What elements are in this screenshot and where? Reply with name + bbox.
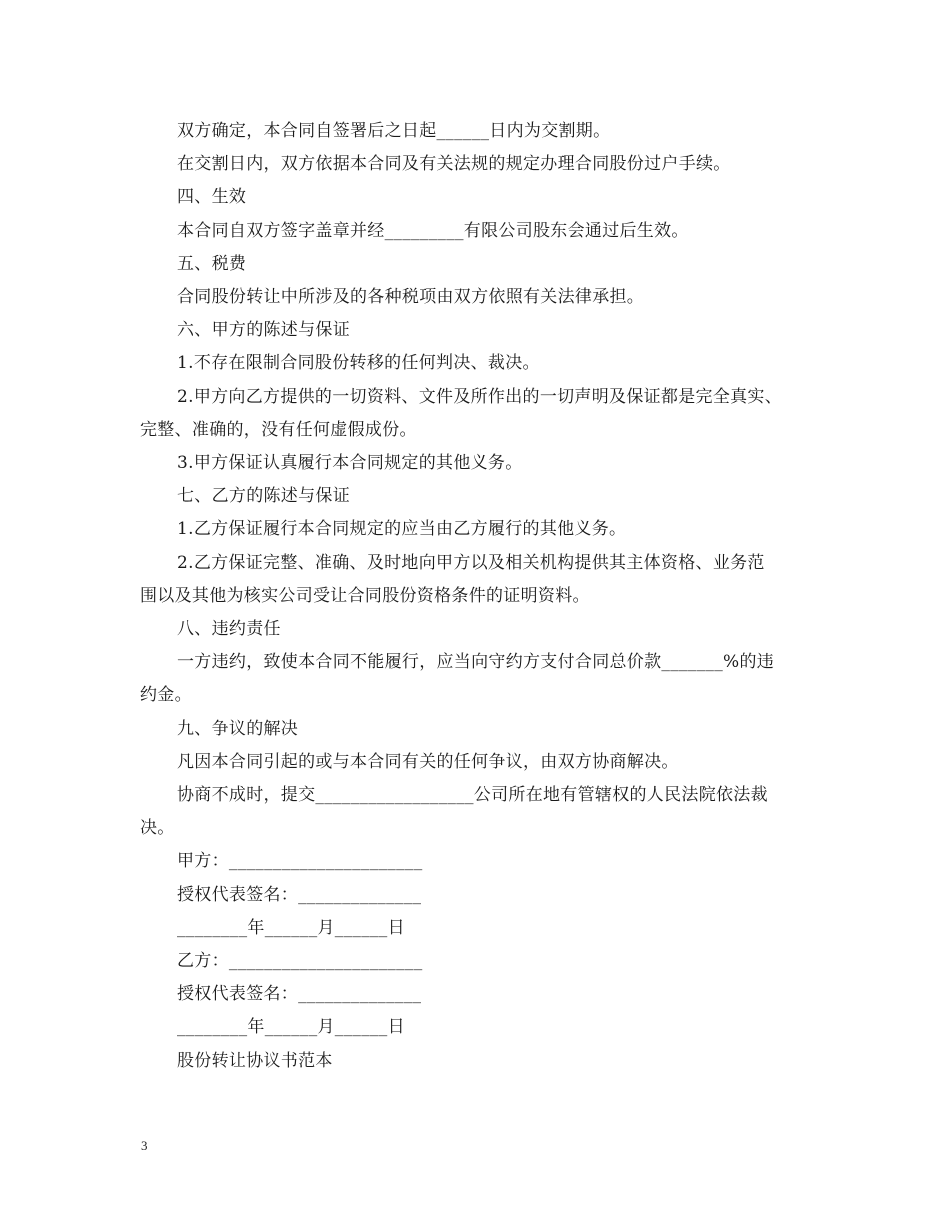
text-line: ________年______月______日 (177, 1017, 405, 1038)
text-line: 约金。 (140, 685, 192, 706)
text-line: 决。 (140, 818, 175, 839)
text-line: 协商不成时，提交__________________公司所在地有管辖权的人民法院依法裁 (177, 785, 768, 805)
text-line: 甲方：______________________ (177, 851, 423, 872)
text-line: 股份转让协议书范本 (177, 1050, 333, 1071)
text-line: 2.甲方向乙方提供的一切资料、文件及所作出的一切声明及保证都是完全真实、 (177, 386, 783, 407)
text-line: ________年______月______日 (177, 917, 405, 938)
page-number: 3 (141, 1138, 148, 1153)
text-line: 在交割日内，双方依据本合同及有关法规的规定办理合同股份过户手续。 (177, 154, 731, 175)
text-line: 3.甲方保证认真履行本合同规定的其他义务。 (177, 453, 523, 473)
text-line: 围以及其他为核实公司受让合同股份资格条件的证明资料。 (140, 585, 590, 606)
text-line: 本合同自双方签字盖章并经_________有限公司股东会通过后生效。 (177, 220, 689, 241)
text-line: 凡因本合同引起的或与本合同有关的任何争议，由双方协商解决。 (177, 751, 679, 772)
text-line: 合同股份转让中所涉及的各种税项由双方依照有关法律承担。 (177, 287, 645, 307)
text-line: 五、税费 (177, 253, 247, 274)
text-line: 七、乙方的陈述与保证 (177, 486, 350, 507)
text-line: 双方确定，本合同自签署后之日起______日内为交割期。 (177, 121, 611, 141)
text-line: 1.乙方保证履行本合同规定的应当由乙方履行的其他义务。 (177, 519, 627, 540)
text-line: 授权代表签名：______________ (177, 984, 422, 1005)
text-line: 九、争议的解决 (177, 718, 299, 739)
text-line: 六、甲方的陈述与保证 (177, 320, 350, 341)
text-line: 1.不存在限制合同股份转移的任何判决、裁决。 (177, 353, 540, 374)
text-line: 四、生效 (177, 187, 247, 208)
text-line: 八、违约责任 (177, 619, 281, 639)
text-line: 授权代表签名：______________ (177, 884, 422, 905)
text-line: 完整、准确的，没有任何虚假成份。 (140, 419, 417, 440)
text-line: 2.乙方保证完整、准确、及时地向甲方以及相关机构提供其主体资格、业务范 (177, 552, 765, 573)
text-line: 一方违约，致使本合同不能履行，应当向守约方支付合同总价款_______%的违 (177, 652, 775, 673)
text-line: 乙方：______________________ (177, 951, 423, 971)
